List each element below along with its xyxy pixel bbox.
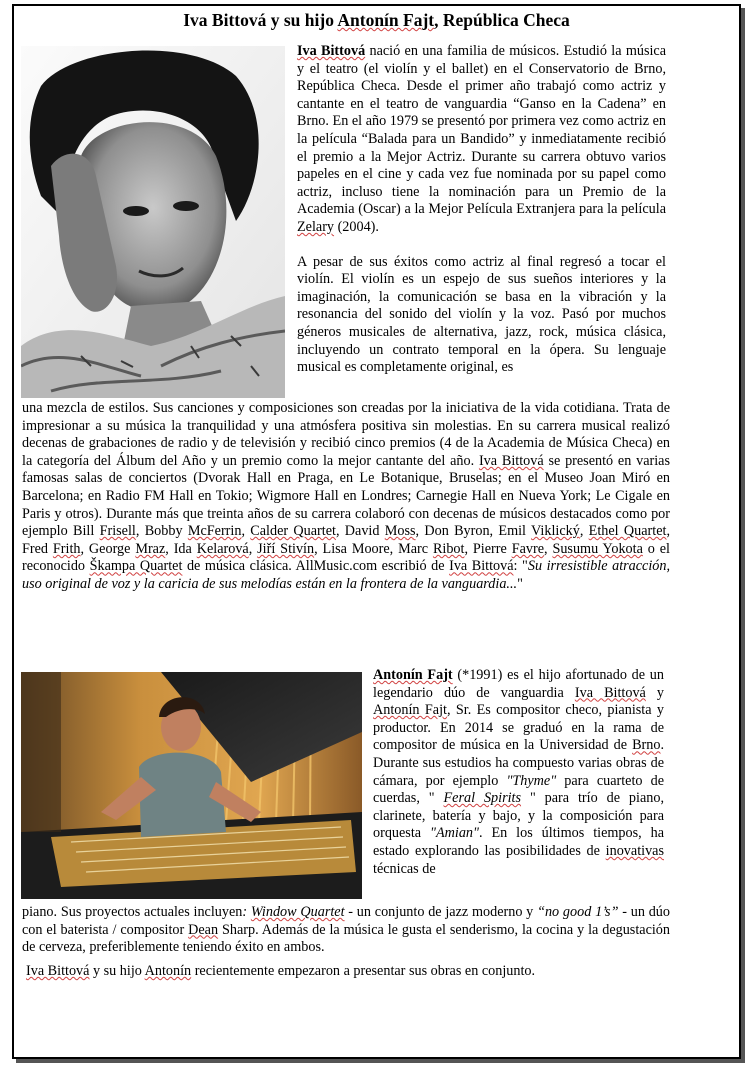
intro-column [297, 43, 666, 377]
closing-line: Iva Bittová y su hijo Antonín recientemente empezaron a presentar sus obras en conjunto. [26, 963, 536, 979]
document-page [12, 4, 741, 1059]
piano-photo-graphic [21, 672, 362, 899]
paragraph-son: Antonín Fajt (*1991) es el hijo afortunado de un legendario dúo de vanguardia Iva Bittová y Antonín Fajt, Sr. Es compositor checo, pianista y productor. En 2014 se graduó en la rama de compositor de música en la Universidad de Brno. Durante sus estudios ha compuesto varias obras de cámara, por ejemplo "Thyme" para cuarteto de cuerdas, " Feral Spirits " para trío de piano, clarinete, batería y bajo, y la composición para orquesta "Amian". En los últimos tiempos, ha estado explorando las posibilidades de inovativas técnicas de [373, 667, 665, 877]
portrait-photo [21, 46, 285, 398]
paragraph-violin: A pesar de sus éxitos como actriz al final regresó a tocar el violín. El violín es un espejo de sus sueños interiores y la imaginación, la comunicación se basa en la vibración y la resonancia del sonido del violín y la voz. Pasó por muchos géneros musicales de alternativa, jazz, rock, música clásica, incluyendo un contrato temporal en la ópera. Su lenguaje musical es completamente original, es [297, 253, 666, 376]
portrait-photo-graphic [21, 46, 285, 398]
paragraph-bio: Iva Bittová nació en una familia de músicos. Estudió la música y el teatro (el violín y el ballet) en el Conservatorio de Brno, República Checa. Desde el primer año trabajó como actriz y cantante en el teatro de vanguardia “Ganso en la Cadena” en Brno. En el año 1979 se presentó por primera vez como actriz en la película “Balada para un Bandido” y inmediatamente recibió el premio a la Mejor Actriz. Durante su carrera obtuvo varios papeles en el cine y cada vez fue nominada por su papel como actriz, incluso tiene la nominación para un Premio de la Academia (Oscar) a la Mejor Película Extranjera para la película Zelary (2004). [297, 43, 667, 235]
page-title: Iva Bittová y su hijo Antonín Fajt, República Checa [183, 10, 570, 30]
piano-photo [21, 672, 362, 899]
son-column [373, 667, 664, 878]
projects-paragraph: piano. Sus proyectos actuales incluyen: Window Quartet - un conjunto de jazz moderno y “no good 1’s” - un dúo con el baterista / compositor Dean Sharp. Además de la música le gusta el senderismo, la cocina y la degustación de cerveza, preferiblemente teniendo éxito en ambos. [22, 904, 670, 956]
career-paragraph: una mezcla de estilos. Sus canciones y composiciones son creadas por la iniciativa de la vida cotidiana. Trata de impresionar a su música la tranquilidad y una atmósfera positiva sin molestias. En su carrera musical realizó decenas de grabaciones de radio y de televisión y recibió cinco premios (4 de la Academia de Música Checa) en la categoría del Álbum del Año y un premio como la mejor cantante del año. Iva Bittová se presentó en varias famosas salas de conciertos (Dvorak Hall en Praga, en Le Botanique, Bruselas; en el Museo Joan Miró en Barcelona; en Radio FM Hall en Tokio; Wigmore Hall en Londres; Carnegie Hall en Nueva York; Le Cigale en Paris y otros). Durante más que treinta años de su carrera colaboró con decenas de músicos destacados como por ejemplo Bill Frisell, Bobby McFerrin, Calder Quartet, David Moss, Don Byron, Emil Viklický, Ethel Quartet, Fred Frith, George Mraz, Ida Kelarová, Jiří Stivín, Lisa Moore, Marc Ribot, Pierre Favre, Susumu Yokota o el reconocido Škampa Quartet de música clásica. AllMusic.com escribió de Iva Bittová: "Su irresistible atracción, uso original de voz y la caricia de sus melodías están en la frontera de la vanguardia..." [22, 400, 671, 592]
